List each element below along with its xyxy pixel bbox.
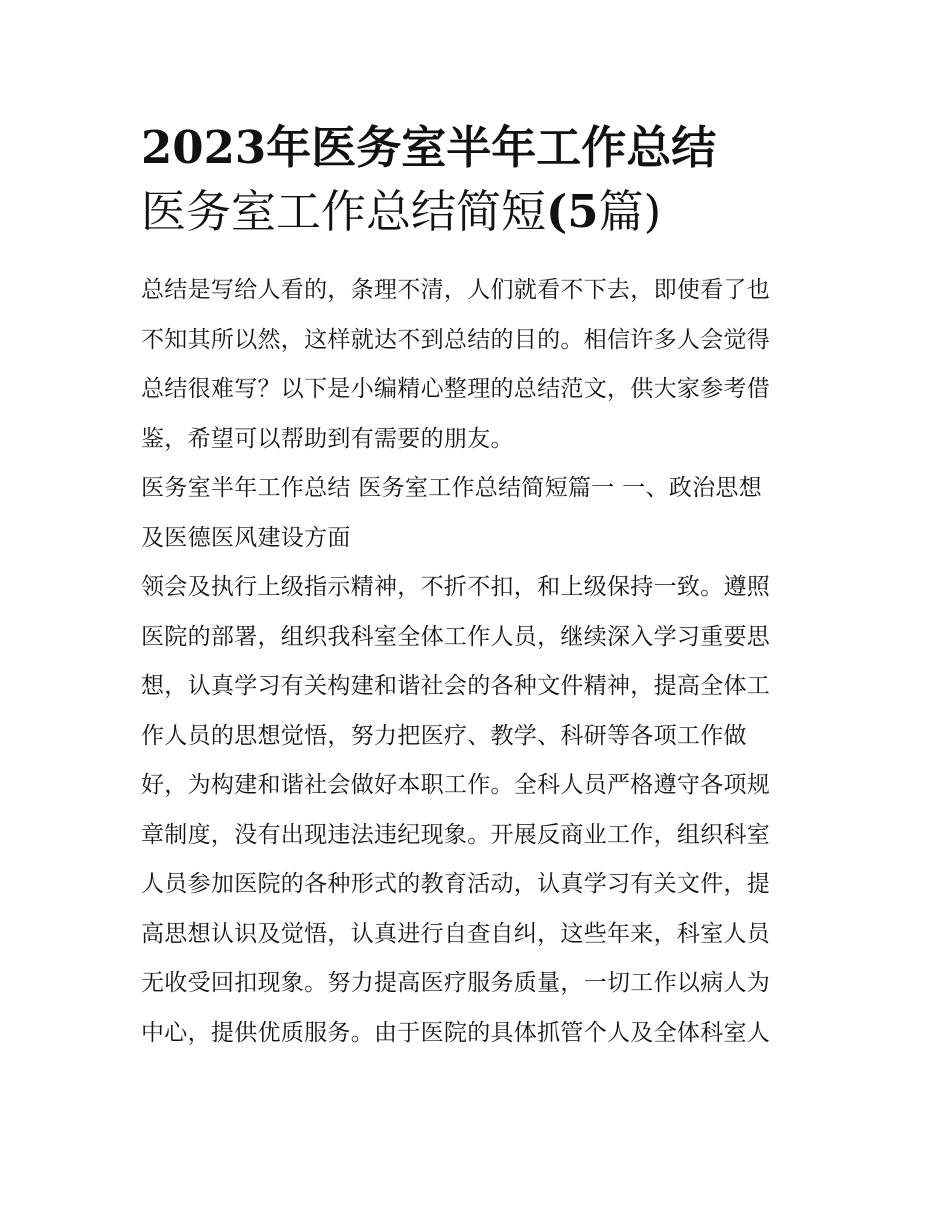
text-line: 想，认真学习有关构建和谐社会的各种文件精神，提高全体工 bbox=[141, 673, 771, 699]
document-body bbox=[141, 266, 811, 1058]
text-line: 领会及执行上级指示精神，不折不扣，和上级保持一致。遵照 bbox=[141, 574, 771, 600]
text-line: 高思想认识及觉悟，认真进行自查自纠，这些年来，科室人员 bbox=[141, 920, 771, 947]
title-line-2-suffix: 篇) bbox=[598, 185, 662, 238]
text-line: 作人员的思想觉悟，努力把医疗、教学、科研等各项工作做 bbox=[141, 722, 747, 749]
text-line: 中心，提供优质服务。由于医院的具体抓管个人及全体科室人 bbox=[141, 1019, 771, 1046]
text-line: 人员参加医院的各种形式的教育活动，认真学习有关文件，提 bbox=[141, 871, 771, 897]
title-line-1: 2023年医务室半年工作总结 bbox=[141, 121, 717, 174]
text-line: 不知其所以然，这样就达不到总结的目的。相信许多人会觉得 bbox=[141, 326, 771, 353]
text-line: 总结是写给人看的，条理不清，人们就看不下去，即使看了也 bbox=[141, 277, 771, 303]
text-line: 医院的部署，组织我科室全体工作人员，继续深入学习重要思 bbox=[141, 623, 771, 650]
title-line-2-text: 医务室工作总结简短 bbox=[141, 185, 547, 238]
text-line: 医务室半年工作总结 医务室工作总结简短篇一 一、政治思想 bbox=[141, 475, 763, 501]
text-line: 无收受回扣现象。努力提高医疗服务质量，一切工作以病人为 bbox=[141, 970, 771, 996]
paragraph-intro bbox=[141, 266, 811, 464]
text-line: 鉴，希望可以帮助到有需要的朋友。 bbox=[141, 425, 514, 452]
document-title bbox=[141, 116, 811, 244]
paragraph-body bbox=[141, 563, 811, 1058]
title-line-2-count: (5 bbox=[546, 185, 599, 238]
text-line: 总结很难写？以下是小编精心整理的总结范文，供大家参考借 bbox=[141, 376, 771, 402]
document-page bbox=[141, 116, 811, 1058]
text-line: 章制度，没有出现违法违纪现象。开展反商业工作，组织科室 bbox=[141, 821, 771, 848]
text-line: 好，为构建和谐社会做好本职工作。全科人员严格遵守各项规 bbox=[141, 772, 771, 798]
paragraph-section-heading bbox=[141, 464, 811, 563]
title-line-2 bbox=[141, 180, 811, 244]
text-line: 及医德医风建设方面 bbox=[141, 524, 351, 551]
